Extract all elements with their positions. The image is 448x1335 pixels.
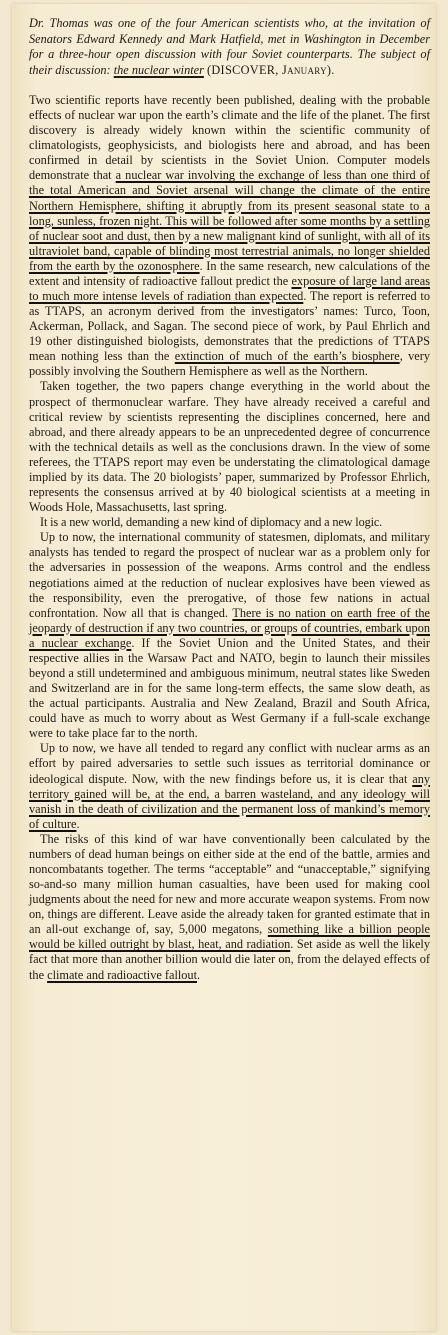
body-paragraph — [29, 93, 430, 379]
intro-attribution: (DISCOVER, January). — [206, 62, 335, 77]
text-run: , very possibly involving the Southern Hemisphere as well as the Northern. — [29, 349, 430, 379]
body-paragraph — [29, 530, 430, 741]
underlined-passage: exposure of large land areas to much more intense levels of radiation than expected — [29, 273, 430, 304]
text-run: Up to now, we have all tended to regard any conflict with nuclear arms as an effort by paired adversaries to settle such issues as territorial dominance or ideological dispute. Now, with the new findings before us, it is clear that — [29, 741, 430, 786]
body-paragraph — [29, 832, 430, 983]
underlined-passage: a nuclear war involving the exchange of less than one third of the total American and Soviet arsenal will change the climate of the entire Northern Hemisphere, shifting it abruptly from its present seasonal state to a long, sunless, frozen night. This will be followed after some months by a settling of nuclear soot and dust, then by a new malignant kind of sunlight, with all of its ultraviolet band, capable of blinding most terrestrial animals, no longer shielded from the earth by the ozonosphere — [29, 168, 431, 273]
body-paragraph — [29, 741, 430, 831]
text-run: . Set aside as well the likely fact that more than another billion would die later on, from the delayed effects of the — [29, 937, 430, 982]
underlined-passage: something like a billion people would be killed outright by blast, heat, and radiation — [29, 922, 430, 952]
article-body — [29, 93, 430, 983]
text-run: It is a new world, demanding a new kind of diplomacy and a new logic. — [40, 515, 383, 530]
text-run: . The report is referred to as TTAPS, an acronym derived from the investigators’ names: Turco, Toon, Ackerman, Pollack, and Sagan. The second piece of work, by Paul Ehrlich and 19 other distinguished biologists, demonstrates that the predictions of TTAPS mean nothing less than the — [29, 289, 431, 364]
text-run: . If the Soviet Union and the United States, and their respective allies in the Warsaw Pact and NATO, begin to launch their missiles beyond a still undetermined and ambiguous minimum, neutral states like Sweden and Switzerland are in for the same long-term effects, the same slow death, as the actual participants. Australia and New Zealand, Brazil and South Africa, could have as much to worry about as West Germany if a full-scale exchange were to take place far to the north. — [29, 635, 431, 741]
underlined-passage: any territory gained will be, at the end, a barren wasteland, and any ideology will vanish in the death of civilization and the permanent loss of mankind’s memory of culture — [29, 771, 430, 831]
text-run: . — [76, 816, 80, 831]
underlined-passage: climate and radioactive fallout — [47, 967, 197, 982]
text-run: The risks of this kind of war have conventionally been calculated by the numbers of dead human beings on either side at the end of the battle, armies and noncombatants together. The terms “acceptable” and “unacceptable,” signifying so-and-so many million human casualties, have been used for making cool judgments about the need for new and more accurate weapon systems. From now on, things are different. Leave aside the already taken for granted estimate that in an all-out exchange of, say, 5,000 megatons, — [29, 831, 430, 937]
page — [12, 4, 436, 1331]
body-paragraph — [29, 379, 430, 515]
intro-note — [29, 16, 430, 78]
text-run: Taken together, the two papers change everything in the world about the prospect of thermonuclear warfare. They have already received a careful and critical review by scientists representing the disciplines concerned, here and abroad, and there already appears to be an unprecedented degree of concurrence with the technical details as well as the conclusions drawn. In the view of some referees, the TTAPS report may even be understating the climatological damage implied by its data. The 20 biologists’ paper, summarized by Professor Ehrlich, represents the consensus arrived at by 40 biological scientists at a meeting in Woods Hole, Massachusetts, last spring. — [29, 379, 430, 515]
intro-text: Dr. Thomas was one of the four American scientists who, at the invitation of Senators Edward Kennedy and Mark Hatfield, met in Washington in December for a three-hour open discussion with four Soviet counterparts. The subject of their discussion: — [29, 16, 430, 77]
underlined-passage: There is no nation on earth free of the jeopardy of destruction if any two countries, or groups of countries, embark upon a nuclear exchange — [29, 605, 430, 650]
intro-subject: the nuclear winter — [113, 62, 204, 77]
text-run: . In the same research, new calculations of the extent and intensity of radioactive fallout predict the — [29, 258, 430, 288]
article-content — [29, 16, 430, 983]
underlined-passage: extinction of much of the earth’s biosphere — [174, 349, 400, 364]
text-run: Two scientific reports have recently been published, dealing with the probable effects of nuclear war upon the earth’s climate and the life of the planet. The first discovery is already widely known within the scientific community of climatologists, geophysicists, and biologists here and abroad, and has been confirmed in detail by scientists in the Soviet Union. Computer models demonstrate that — [29, 93, 430, 183]
body-paragraph — [29, 515, 430, 530]
text-run: Up to now, the international community of statesmen, diplomats, and military analysts has tended to regard the prospect of nuclear war as a problem only for the adversaries in possession of the weapons. Arms control and the endless negotiations aimed at the reduction of nuclear explosives have been viewed as the responsibility, even the prerogative, of those few nations in actual confrontation. Now all that is changed. — [29, 530, 430, 620]
text-run: . — [197, 967, 201, 982]
